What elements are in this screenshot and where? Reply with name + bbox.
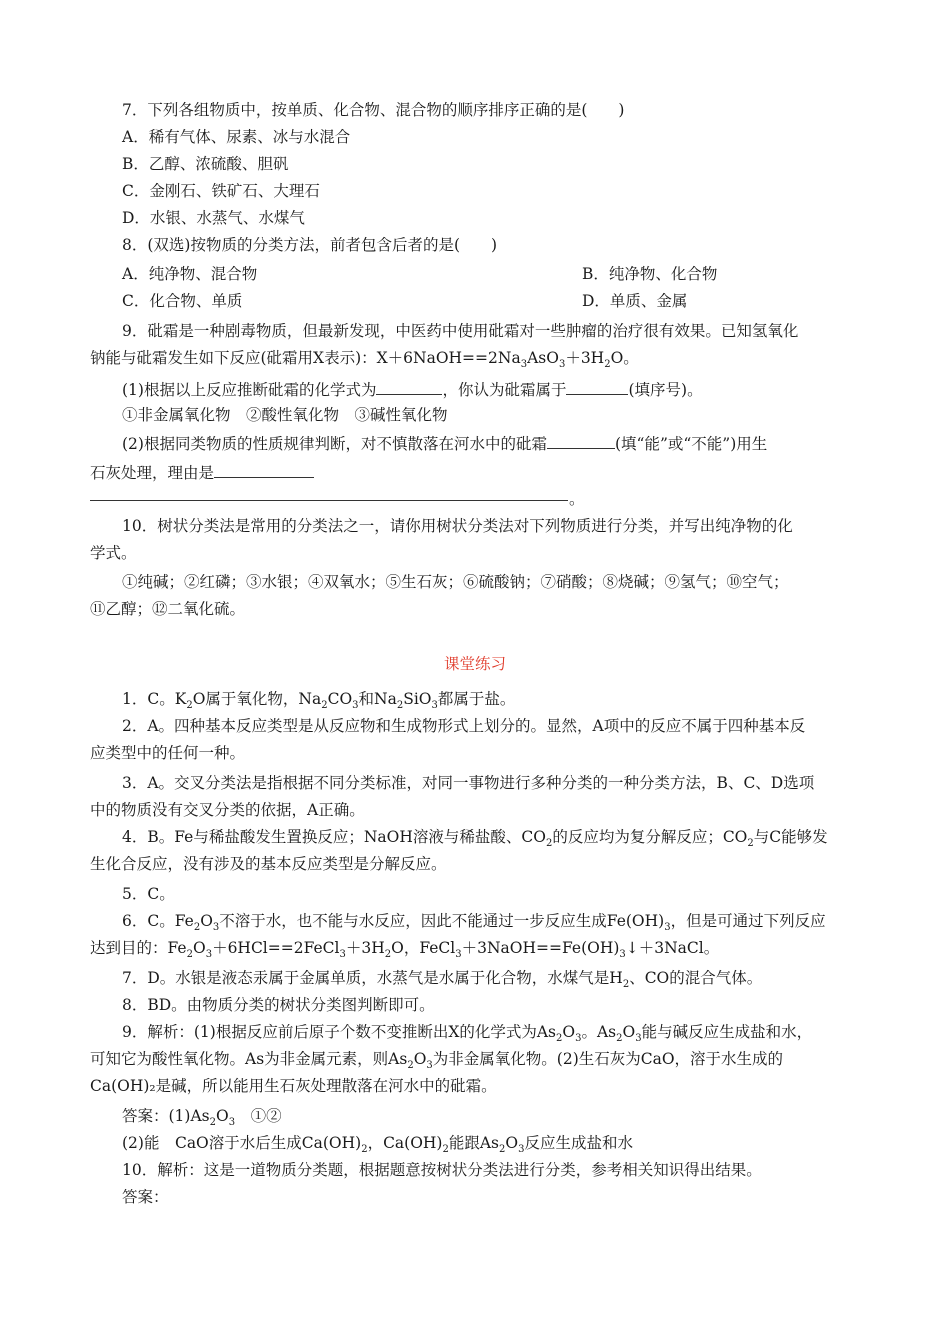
- answer-10-line1: 10．解析：这是一道物质分类题，根据题意按树状分类法进行分类，参考相关知识得出结果。: [122, 1161, 762, 1179]
- answer-9-key1: 答案：$(1)As_2O_3$ ①②: [122, 1107, 282, 1129]
- answer-2-line2: 应类型中的任何一种。: [90, 744, 246, 762]
- q9-line2: 钠能与砒霜发生如下反应(砒霜用X表示)：$X+6NaOH==2Na_3AsO_3+3H_2O$。: [90, 349, 639, 371]
- q8-option-c: C．化合物、单质: [122, 292, 243, 310]
- answer-4-line1: 4．B。Fe与稀盐酸发生置换反应；NaOH溶液与稀盐酸、$CO_2$的反应均为复分解反应；$CO_2$与C能够发: [122, 828, 828, 850]
- q7-option-a: A．稀有气体、尿素、冰与水混合: [122, 128, 351, 146]
- q9-options: ①非金属氧化物 ②酸性氧化物 ③碱性氧化物: [122, 406, 448, 424]
- q7-option-c: C．金刚石、铁矿石、大理石: [122, 182, 320, 200]
- q9-line1: 9．砒霜是一种剧毒物质，但最新发现，中医药中使用砒霜对一些肿瘤的治疗很有效果。已知氢氧化: [122, 322, 799, 340]
- answer-3-line1: 3．A。交叉分类法是指根据不同分类标准，对同一事物进行多种分类的一种分类方法，B、C、D选项: [122, 774, 815, 792]
- q9-part2: (2)根据同类物质的性质规律判断，对不慎散落在河水中的砒霜 (填“能”或“不能”)用生: [122, 432, 897, 454]
- q7-stem: 7．下列各组物质中，按单质、化合物、混合物的顺序排序正确的是( ): [122, 101, 625, 119]
- answer-9-line1: 9．解析：(1)根据反应前后原子个数不变推断出X的化学式为$As_2O_3$。$As_2O_3$能与碱反应生成盐和水，: [122, 1023, 813, 1045]
- answer-9-key2: (2)能 CaO溶于水后生成$Ca(OH)_2$，$Ca(OH)_2$能跟$As_2O_3$反应生成盐和水: [122, 1134, 633, 1156]
- q10-line1: 10．树状分类法是常用的分类法之一，请你用树状分类法对下列物质进行分类，并写出纯净物的化: [122, 517, 793, 535]
- answer-blank[interactable]: [214, 461, 314, 478]
- answer-1: 1．C。$K_2O$属于氧化物，$Na_2CO_3$和$Na_2SiO_3$都属于盐。: [122, 690, 516, 712]
- q7-option-b: B．乙醇、浓硫酸、胆矾: [122, 155, 289, 173]
- answer-10-line2: 答案：: [122, 1188, 169, 1206]
- q10-line3: ①纯碱；②红磷；③水银；④双氧水；⑤生石灰；⑥硫酸钠；⑦硝酸；⑧烧碱；⑨氢气；⑩空气；: [122, 573, 789, 591]
- q10-line2: 学式。: [90, 544, 137, 562]
- answer-2-line1: 2．A。四种基本反应类型是从反应物和生成物形式上划分的。显然，A项中的反应不属于四种基本反: [122, 717, 806, 735]
- q8-stem: 8．(双选)按物质的分类方法，前者包含后者的是( ): [122, 236, 498, 254]
- q10-line4: ⑪乙醇；⑫二氧化硫。: [90, 600, 246, 618]
- q7-option-d: D．水银、水蒸气、水煤气: [122, 209, 305, 227]
- answer-blank[interactable]: [547, 432, 615, 449]
- q8-option-a: A．纯净物、混合物: [122, 265, 258, 283]
- q8-options-row2: [122, 291, 897, 311]
- answer-9-line2: 可知它为酸性氧化物。As为非金属元素，则$As_2O_3$为非金属氧化物。(2)生石灰为CaO，溶于水生成的: [90, 1050, 784, 1072]
- answer-6-line1: 6．C。$Fe_2O_3$不溶于水，也不能与水反应，因此不能通过一步反应生成$Fe(OH)_3$，但是可通过下列反应: [122, 912, 826, 934]
- q9-part2-cont: 石灰处理，理由是: [90, 461, 865, 483]
- q8-option-d: D．单质、金属: [582, 292, 688, 310]
- q9-part1: (1)根据以上反应推断砒霜的化学式为 ，你认为砒霜属于 (填序号)。: [122, 378, 897, 400]
- answer-line[interactable]: [90, 500, 568, 501]
- answer-4-line2: 生化合反应，没有涉及的基本反应类型是分解反应。: [90, 855, 447, 873]
- answer-7: 7．D。水银是液态汞属于金属单质，水蒸气是水属于化合物，水煤气是$H_2$、CO的混合气体。: [122, 969, 763, 991]
- answer-5: 5．C。: [122, 885, 175, 903]
- answer-6-line2: 达到目的：$Fe_2O_3+6HCl==2FeCl_3+3H_2O$，$FeCl_3+3NaOH==Fe(OH)_3↓+3NaCl$。: [90, 939, 720, 961]
- section-title: 课堂练习: [443, 655, 506, 673]
- q8-option-b: B．纯净物、化合物: [582, 265, 718, 283]
- answer-3-line2: 中的物质没有交叉分类的依据，A正确。: [90, 801, 365, 819]
- answer-blank[interactable]: [566, 378, 628, 395]
- answer-9-line3: Ca(OH)₂是碱，所以能用生石灰处理散落在河水中的砒霜。: [90, 1077, 497, 1095]
- q9-period: 。: [569, 490, 585, 508]
- q8-options-row1: [122, 264, 897, 284]
- answer-blank[interactable]: [376, 378, 442, 395]
- answer-8: 8．BD。由物质分类的树状分类图判断即可。: [122, 996, 435, 1014]
